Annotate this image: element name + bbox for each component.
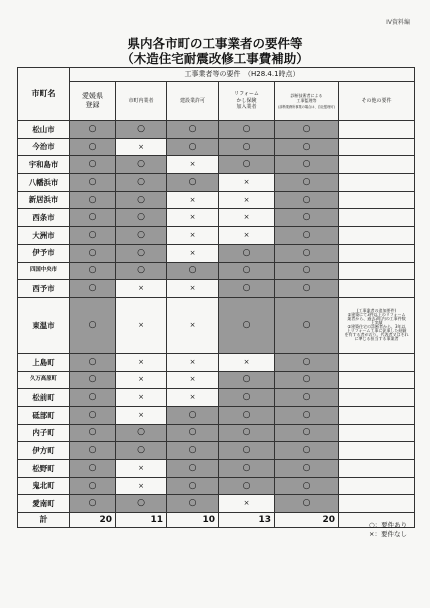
- requirement-yes-mark: ○: [275, 191, 339, 209]
- requirement-yes-mark: ○: [70, 495, 116, 513]
- requirement-yes-mark: ○: [116, 424, 167, 442]
- requirement-yes-mark: ○: [275, 209, 339, 227]
- other-requirements: [339, 209, 415, 227]
- requirement-yes-mark: ○: [70, 244, 116, 262]
- requirement-no-mark: ×: [116, 138, 167, 156]
- requirement-yes-mark: ○: [70, 442, 116, 460]
- city-name: 内子町: [18, 424, 70, 442]
- requirement-no-mark: ×: [219, 209, 275, 227]
- table-row: [18, 442, 415, 460]
- requirement-no-mark: ×: [167, 297, 219, 353]
- requirement-yes-mark: ○: [219, 138, 275, 156]
- requirement-yes-mark: ○: [116, 209, 167, 227]
- city-name: 今治市: [18, 138, 70, 156]
- other-requirements: [339, 353, 415, 371]
- table-row: [18, 297, 415, 353]
- total-value: 20: [70, 513, 116, 528]
- requirement-yes-mark: ○: [70, 280, 116, 298]
- requirement-yes-mark: ○: [275, 477, 339, 495]
- city-name: 松前町: [18, 389, 70, 407]
- requirement-no-mark: ×: [167, 156, 219, 174]
- city-name: 松山市: [18, 121, 70, 139]
- requirement-yes-mark: ○: [116, 156, 167, 174]
- requirement-yes-mark: ○: [167, 442, 219, 460]
- other-requirements: (工事業者の追加要件) ①建築にて3件以上のリフォーム 業者から、過去3年内の工事件数 上実績 ②建築住宅の診断者から、3年以 上リフォーム工事に従事した経験 を有する者がおり、代表者又はそれ に準じる担当する事業者: [339, 297, 415, 353]
- requirement-yes-mark: ○: [116, 244, 167, 262]
- other-requirements: [339, 371, 415, 389]
- city-name: 八幡浜市: [18, 174, 70, 192]
- requirement-yes-mark: ○: [70, 389, 116, 407]
- city-name: 新居浜市: [18, 191, 70, 209]
- table-row: [18, 353, 415, 371]
- other-requirements: [339, 406, 415, 424]
- requirement-no-mark: ×: [167, 389, 219, 407]
- requirement-yes-mark: ○: [275, 353, 339, 371]
- requirement-yes-mark: ○: [219, 477, 275, 495]
- requirement-yes-mark: ○: [275, 174, 339, 192]
- other-requirements: [339, 227, 415, 245]
- city-name: 砥部町: [18, 406, 70, 424]
- requirement-no-mark: ×: [167, 280, 219, 298]
- city-name: 宇和島市: [18, 156, 70, 174]
- requirement-no-mark: ×: [167, 353, 219, 371]
- table-row: [18, 174, 415, 192]
- header-ehime-registration: 愛媛県 登録: [70, 82, 116, 121]
- requirement-yes-mark: ○: [219, 121, 275, 139]
- requirement-no-mark: ×: [167, 191, 219, 209]
- requirement-yes-mark: ○: [116, 227, 167, 245]
- requirement-yes-mark: ○: [275, 297, 339, 353]
- requirement-yes-mark: ○: [70, 297, 116, 353]
- table-row: [18, 406, 415, 424]
- requirement-yes-mark: ○: [70, 460, 116, 478]
- legend-yes: ○：要件あり: [369, 521, 408, 529]
- other-requirements: [339, 156, 415, 174]
- table-row: [18, 209, 415, 227]
- total-label: 計: [18, 513, 70, 528]
- requirement-no-mark: ×: [116, 460, 167, 478]
- table-row: [18, 262, 415, 280]
- table-row: [18, 156, 415, 174]
- city-name: 西予市: [18, 280, 70, 298]
- page-title: 県内各市町の工事業者の要件等: [127, 36, 303, 51]
- table-row: [18, 371, 415, 389]
- header-supervision: 診断技術者による 工事監理等 (診断業務所事業の場合は、自社監理可): [275, 82, 339, 121]
- requirement-no-mark: ×: [219, 353, 275, 371]
- other-requirements: [339, 262, 415, 280]
- header-construction-license: 建設業許可: [167, 82, 219, 121]
- header-group: 工事業者等の要件 （H28.4.1時点）: [70, 68, 415, 82]
- requirement-no-mark: ×: [167, 244, 219, 262]
- requirement-yes-mark: ○: [167, 477, 219, 495]
- requirement-yes-mark: ○: [116, 495, 167, 513]
- requirement-yes-mark: ○: [275, 244, 339, 262]
- requirement-yes-mark: ○: [167, 121, 219, 139]
- total-value: 10: [167, 513, 219, 528]
- requirement-yes-mark: ○: [219, 280, 275, 298]
- table-row: [18, 244, 415, 262]
- requirement-yes-mark: ○: [167, 406, 219, 424]
- requirement-yes-mark: ○: [275, 371, 339, 389]
- table-row: [18, 389, 415, 407]
- requirement-yes-mark: ○: [219, 371, 275, 389]
- city-name: 東温市: [18, 297, 70, 353]
- header-other: その他の要件: [339, 82, 415, 121]
- requirement-yes-mark: ○: [70, 209, 116, 227]
- requirement-yes-mark: ○: [70, 227, 116, 245]
- table-row: [18, 121, 415, 139]
- other-requirements: [339, 495, 415, 513]
- requirement-no-mark: ×: [167, 371, 219, 389]
- total-value: 11: [116, 513, 167, 528]
- requirement-yes-mark: ○: [275, 442, 339, 460]
- requirement-no-mark: ×: [219, 191, 275, 209]
- city-name: 愛南町: [18, 495, 70, 513]
- requirement-no-mark: ×: [219, 227, 275, 245]
- table-row: [18, 138, 415, 156]
- page-label: IV資料編: [386, 19, 410, 26]
- requirement-yes-mark: ○: [275, 262, 339, 280]
- requirement-yes-mark: ○: [167, 424, 219, 442]
- city-name: 大洲市: [18, 227, 70, 245]
- requirement-no-mark: ×: [116, 389, 167, 407]
- city-name: 四国中央市: [18, 262, 70, 280]
- city-name: 久万高原町: [18, 371, 70, 389]
- requirement-yes-mark: ○: [219, 389, 275, 407]
- requirement-yes-mark: ○: [219, 406, 275, 424]
- requirement-yes-mark: ○: [116, 262, 167, 280]
- other-requirements: [339, 442, 415, 460]
- table-row: [18, 227, 415, 245]
- requirement-no-mark: ×: [116, 477, 167, 495]
- requirement-yes-mark: ○: [275, 460, 339, 478]
- other-requirements: [339, 477, 415, 495]
- requirement-no-mark: ×: [167, 227, 219, 245]
- header-city: 市町名: [18, 68, 70, 121]
- header-reform-insurance: リフォーム かし保険 加入業者: [219, 82, 275, 121]
- requirement-no-mark: ×: [116, 297, 167, 353]
- requirement-no-mark: ×: [116, 280, 167, 298]
- city-name: 伊方町: [18, 442, 70, 460]
- requirement-yes-mark: ○: [70, 424, 116, 442]
- requirement-yes-mark: ○: [275, 156, 339, 174]
- table-row: [18, 477, 415, 495]
- requirement-yes-mark: ○: [219, 442, 275, 460]
- legend-no: ×：要件なし: [369, 530, 407, 538]
- requirement-no-mark: ×: [116, 353, 167, 371]
- city-name: 上島町: [18, 353, 70, 371]
- table-row: [18, 495, 415, 513]
- requirement-no-mark: ×: [167, 209, 219, 227]
- requirement-yes-mark: ○: [275, 495, 339, 513]
- requirement-yes-mark: ○: [275, 138, 339, 156]
- requirement-yes-mark: ○: [167, 495, 219, 513]
- requirement-no-mark: ×: [219, 495, 275, 513]
- requirement-yes-mark: ○: [219, 244, 275, 262]
- other-requirements: [339, 460, 415, 478]
- other-requirements: [339, 121, 415, 139]
- other-requirements: [339, 244, 415, 262]
- requirement-no-mark: ×: [219, 174, 275, 192]
- requirement-no-mark: ×: [116, 371, 167, 389]
- total-row: [18, 513, 415, 528]
- requirement-yes-mark: ○: [219, 297, 275, 353]
- other-requirements: [339, 174, 415, 192]
- other-requirements: [339, 191, 415, 209]
- requirement-yes-mark: ○: [116, 121, 167, 139]
- requirements-table: [17, 67, 415, 528]
- total-value: 20: [275, 513, 339, 528]
- requirement-yes-mark: ○: [70, 262, 116, 280]
- table-row: [18, 280, 415, 298]
- requirement-yes-mark: ○: [167, 138, 219, 156]
- city-name: 伊予市: [18, 244, 70, 262]
- requirement-no-mark: ×: [116, 406, 167, 424]
- other-requirements: [339, 389, 415, 407]
- requirement-yes-mark: ○: [70, 121, 116, 139]
- page-subtitle: （木造住宅耐震改修工事費補助）: [121, 51, 309, 66]
- requirement-yes-mark: ○: [116, 191, 167, 209]
- requirement-yes-mark: ○: [275, 406, 339, 424]
- requirement-yes-mark: ○: [275, 389, 339, 407]
- table-row: [18, 424, 415, 442]
- requirement-yes-mark: ○: [275, 121, 339, 139]
- table-row: [18, 191, 415, 209]
- requirement-yes-mark: ○: [70, 406, 116, 424]
- requirement-yes-mark: ○: [167, 262, 219, 280]
- requirement-yes-mark: ○: [70, 353, 116, 371]
- requirement-yes-mark: ○: [70, 371, 116, 389]
- city-name: 鬼北町: [18, 477, 70, 495]
- requirement-yes-mark: ○: [70, 191, 116, 209]
- requirement-yes-mark: ○: [116, 442, 167, 460]
- city-name: 西条市: [18, 209, 70, 227]
- header-local-contractor: 市町内業者: [116, 82, 167, 121]
- other-requirements: [339, 280, 415, 298]
- requirement-yes-mark: ○: [167, 174, 219, 192]
- other-requirements: [339, 138, 415, 156]
- requirement-yes-mark: ○: [219, 262, 275, 280]
- requirement-yes-mark: ○: [275, 424, 339, 442]
- table-row: [18, 460, 415, 478]
- requirement-yes-mark: ○: [167, 460, 219, 478]
- requirement-yes-mark: ○: [275, 227, 339, 245]
- other-requirements: [339, 424, 415, 442]
- requirement-yes-mark: ○: [219, 424, 275, 442]
- requirement-yes-mark: ○: [70, 477, 116, 495]
- total-value: 13: [219, 513, 275, 528]
- requirement-yes-mark: ○: [116, 174, 167, 192]
- requirement-yes-mark: ○: [70, 174, 116, 192]
- requirement-yes-mark: ○: [275, 280, 339, 298]
- requirement-yes-mark: ○: [70, 156, 116, 174]
- city-name: 松野町: [18, 460, 70, 478]
- requirement-yes-mark: ○: [70, 138, 116, 156]
- requirement-yes-mark: ○: [219, 156, 275, 174]
- requirement-yes-mark: ○: [219, 460, 275, 478]
